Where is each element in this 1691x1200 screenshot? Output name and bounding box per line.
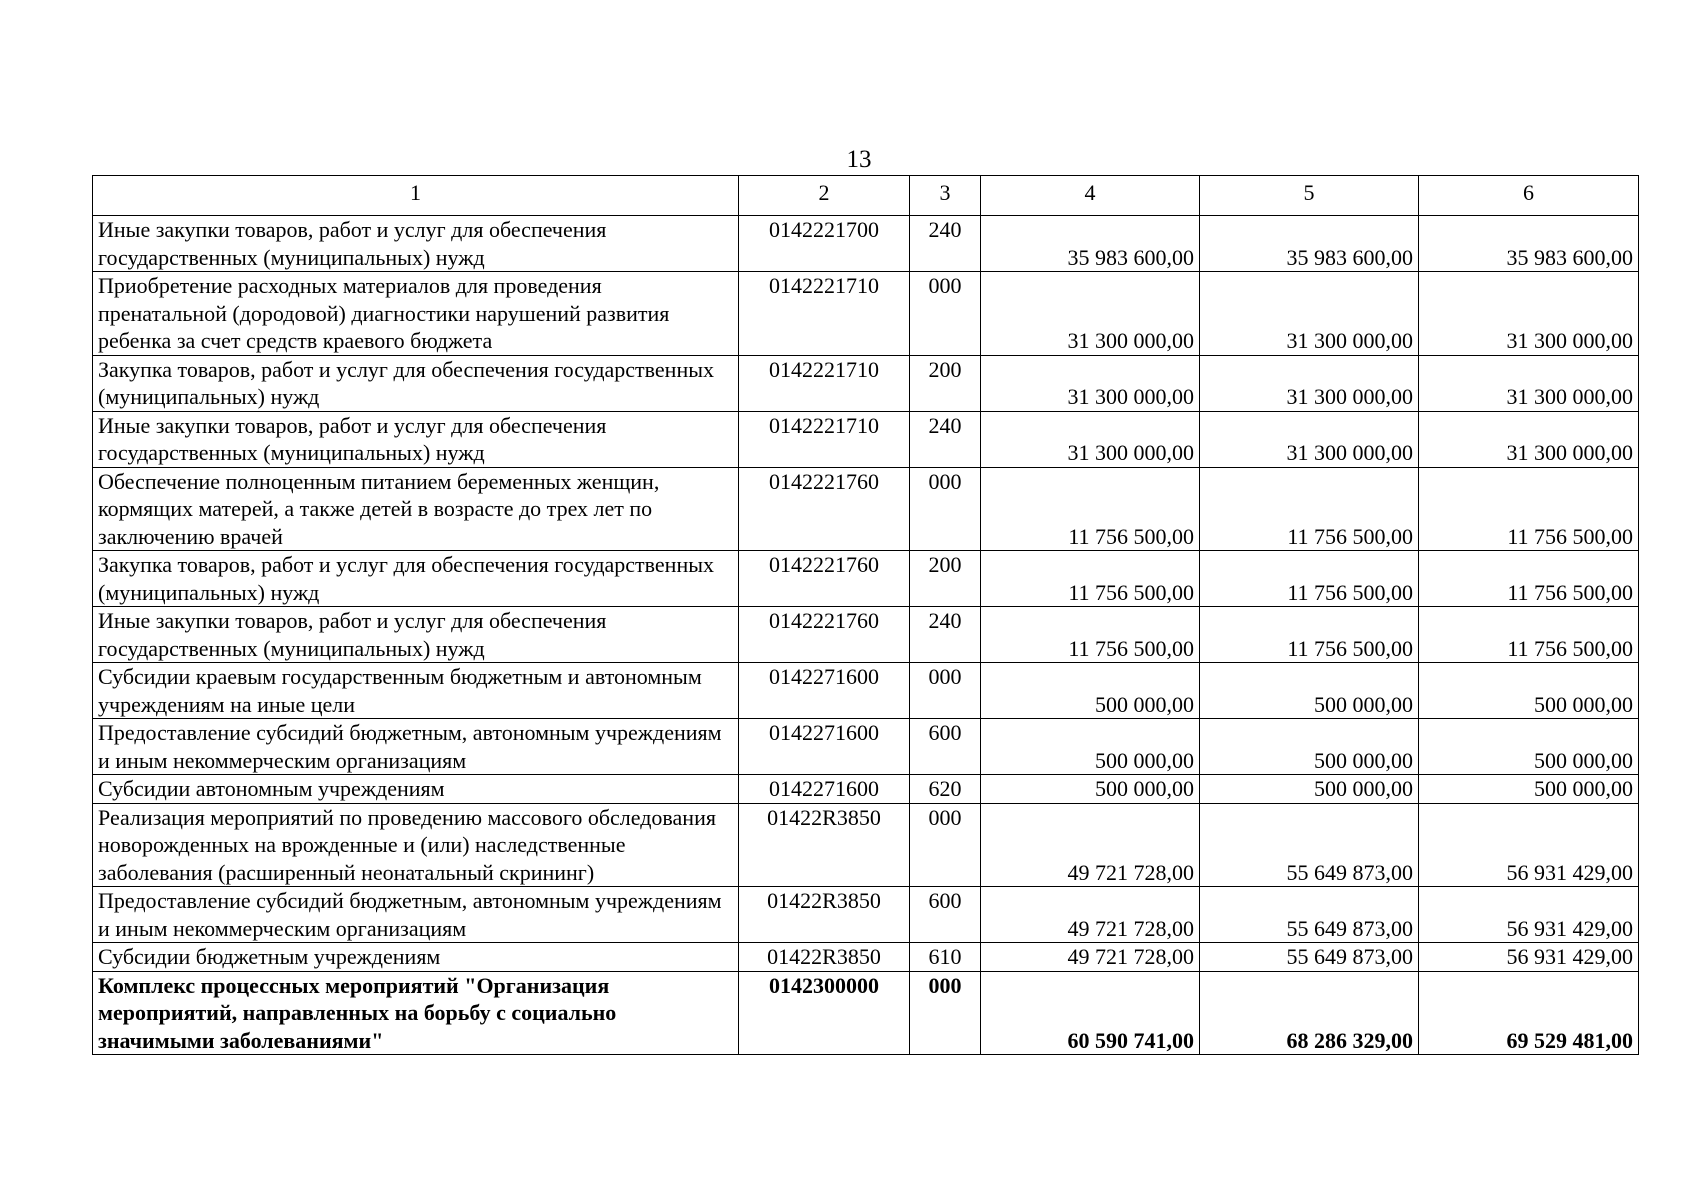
name-cell: Субсидии автономным учреждениям [93,775,739,804]
column-header-1: 1 [93,176,739,216]
table-row [93,216,1639,272]
amount-cell: 31 300 000,00 [1200,355,1419,411]
table-body [93,216,1639,1055]
amount-cell: 56 931 429,00 [1419,803,1639,887]
name-cell: Иные закупки товаров, работ и услуг для обеспечения государственных (муниципальных) нужд [93,607,739,663]
amount-cell: 31 300 000,00 [981,355,1200,411]
name-cell: Иные закупки товаров, работ и услуг для обеспечения государственных (муниципальных) нужд [93,411,739,467]
amount-cell: 500 000,00 [981,775,1200,804]
table-row [93,607,1639,663]
column-header-2: 2 [739,176,910,216]
amount-cell: 35 983 600,00 [1419,216,1639,272]
type-cell: 620 [910,775,981,804]
table-row [93,467,1639,551]
column-header-5: 5 [1200,176,1419,216]
amount-cell: 69 529 481,00 [1419,971,1639,1055]
name-cell: Закупка товаров, работ и услуг для обеспечения государственных (муниципальных) нужд [93,355,739,411]
amount-cell: 68 286 329,00 [1200,971,1419,1055]
code-cell: 0142221710 [739,272,910,356]
amount-cell: 31 300 000,00 [1419,411,1639,467]
type-cell: 200 [910,355,981,411]
amount-cell: 11 756 500,00 [981,551,1200,607]
name-cell: Иные закупки товаров, работ и услуг для обеспечения государственных (муниципальных) нужд [93,216,739,272]
amount-cell: 500 000,00 [1419,775,1639,804]
code-cell: 0142271600 [739,719,910,775]
amount-cell: 31 300 000,00 [1419,355,1639,411]
code-cell: 0142221760 [739,551,910,607]
code-cell: 0142221760 [739,467,910,551]
amount-cell: 500 000,00 [1200,663,1419,719]
table-row [93,355,1639,411]
amount-cell: 55 649 873,00 [1200,887,1419,943]
amount-cell: 49 721 728,00 [981,803,1200,887]
amount-cell: 31 300 000,00 [1200,272,1419,356]
type-cell: 000 [910,803,981,887]
amount-cell: 11 756 500,00 [981,467,1200,551]
amount-cell: 31 300 000,00 [1419,272,1639,356]
code-cell: 01422R3850 [739,887,910,943]
amount-cell: 11 756 500,00 [1419,551,1639,607]
name-cell: Предоставление субсидий бюджетным, автономным учреждениям и иным некоммерческим организациям [93,887,739,943]
type-cell: 600 [910,887,981,943]
type-cell: 240 [910,411,981,467]
code-cell: 0142221710 [739,411,910,467]
type-cell: 000 [910,272,981,356]
table-row [93,803,1639,887]
name-cell: Субсидии краевым государственным бюджетным и автономным учреждениям на иные цели [93,663,739,719]
amount-cell: 55 649 873,00 [1200,803,1419,887]
type-cell: 600 [910,719,981,775]
code-cell: 0142271600 [739,663,910,719]
column-header-6: 6 [1419,176,1639,216]
amount-cell: 500 000,00 [1200,775,1419,804]
code-cell: 0142221700 [739,216,910,272]
table-row [93,943,1639,972]
amount-cell: 500 000,00 [1200,719,1419,775]
name-cell: Субсидии бюджетным учреждениям [93,943,739,972]
code-cell: 0142300000 [739,971,910,1055]
amount-cell: 35 983 600,00 [981,216,1200,272]
amount-cell: 49 721 728,00 [981,943,1200,972]
amount-cell: 31 300 000,00 [981,411,1200,467]
amount-cell: 500 000,00 [981,719,1200,775]
table-row [93,272,1639,356]
amount-cell: 49 721 728,00 [981,887,1200,943]
type-cell: 240 [910,216,981,272]
type-cell: 000 [910,971,981,1055]
amount-cell: 11 756 500,00 [1419,607,1639,663]
type-cell: 000 [910,663,981,719]
code-cell: 0142221710 [739,355,910,411]
amount-cell: 31 300 000,00 [1200,411,1419,467]
type-cell: 610 [910,943,981,972]
amount-cell: 11 756 500,00 [1200,467,1419,551]
amount-cell: 11 756 500,00 [981,607,1200,663]
name-cell: Реализация мероприятий по проведению массового обследования новорожденных на врожденные и (или) наследственные заболевания (расширенный неонатальный скрининг) [93,803,739,887]
amount-cell: 60 590 741,00 [981,971,1200,1055]
name-cell: Комплекс процессных мероприятий "Организация мероприятий, направленных на борьбу с социально значимыми заболеваниями" [93,971,739,1055]
amount-cell: 11 756 500,00 [1419,467,1639,551]
budget-table [92,175,1639,1055]
amount-cell: 500 000,00 [1419,719,1639,775]
name-cell: Закупка товаров, работ и услуг для обеспечения государственных (муниципальных) нужд [93,551,739,607]
column-header-4: 4 [981,176,1200,216]
type-cell: 200 [910,551,981,607]
table-row [93,719,1639,775]
page-number: 13 [846,146,872,173]
code-cell: 01422R3850 [739,803,910,887]
code-cell: 0142271600 [739,775,910,804]
name-cell: Приобретение расходных материалов для проведения пренатальной (дородовой) диагностики нарушений развития ребенка за счет средств краевого бюджета [93,272,739,356]
name-cell: Обеспечение полноценным питанием беременных женщин, кормящих матерей, а также детей в возрасте до трех лет по заключению врачей [93,467,739,551]
type-cell: 000 [910,467,981,551]
amount-cell: 56 931 429,00 [1419,887,1639,943]
column-header-3: 3 [910,176,981,216]
amount-cell: 500 000,00 [1419,663,1639,719]
column-number-row [93,176,1639,216]
amount-cell: 500 000,00 [981,663,1200,719]
name-cell: Предоставление субсидий бюджетным, автономным учреждениям и иным некоммерческим организациям [93,719,739,775]
table-row [93,971,1639,1055]
amount-cell: 55 649 873,00 [1200,943,1419,972]
table-row [93,411,1639,467]
table-row [93,663,1639,719]
table-row [93,775,1639,804]
table-row [93,887,1639,943]
code-cell: 0142221760 [739,607,910,663]
amount-cell: 56 931 429,00 [1419,943,1639,972]
amount-cell: 35 983 600,00 [1200,216,1419,272]
type-cell: 240 [910,607,981,663]
amount-cell: 31 300 000,00 [981,272,1200,356]
table-row [93,551,1639,607]
code-cell: 01422R3850 [739,943,910,972]
amount-cell: 11 756 500,00 [1200,607,1419,663]
amount-cell: 11 756 500,00 [1200,551,1419,607]
